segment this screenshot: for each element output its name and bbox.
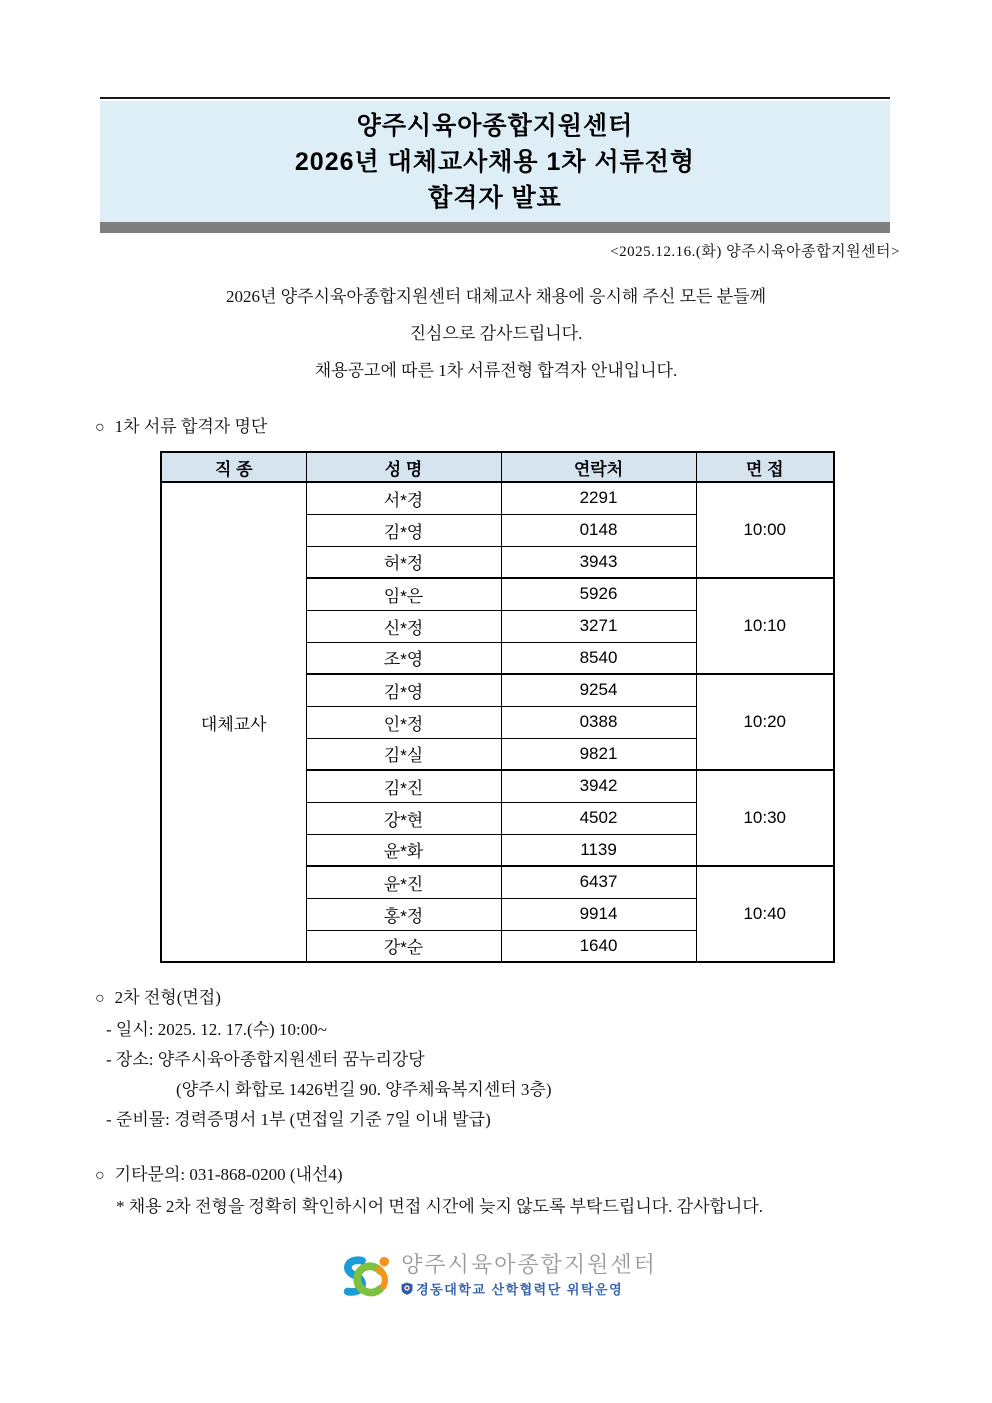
name-cell: 서*경 [306, 482, 501, 514]
interview-location: - 장소: 양주시육아종합지원센터 꿈누리강당 [106, 1050, 425, 1069]
circle-bullet-icon: ○ [95, 419, 105, 436]
section-interview-heading [95, 983, 221, 1008]
applicants-table [160, 451, 835, 963]
contact-cell: 4502 [501, 802, 696, 834]
contact-note: * 채용 2차 전형을 정확히 확인하시어 면접 시간에 늦지 않도록 부탁드립니다. 감사합니다. [116, 1197, 764, 1216]
contact-cell: 3943 [501, 546, 696, 578]
table-row [161, 482, 834, 514]
section-pass-list-title: 1차 서류 합격자 명단 [114, 417, 268, 436]
column-header-interview: 면 접 [696, 452, 834, 482]
announcement-date: <2025.12.16.(화) 양주시육아종합지원센터> [610, 244, 900, 260]
name-cell: 김*실 [306, 738, 501, 770]
contact-cell: 8540 [501, 642, 696, 674]
circle-bullet-icon: ○ [95, 1167, 105, 1184]
contact-cell: 5926 [501, 578, 696, 610]
column-header-job: 직 종 [161, 452, 306, 482]
name-cell: 신*정 [306, 610, 501, 642]
contact-cell: 0148 [501, 514, 696, 546]
interview-location-detail: (양주시 화합로 1426번길 90. 양주체육복지센터 3층) [176, 1080, 552, 1099]
circle-bullet-icon: ○ [95, 990, 105, 1007]
name-cell: 김*영 [306, 514, 501, 546]
interview-materials: - 준비물: 경력증명서 1부 (면접일 기준 7일 이내 발급) [106, 1110, 491, 1129]
title-line-2: 2026년 대체교사채용 1차 서류전형 [294, 148, 696, 176]
document-title-box [100, 101, 890, 222]
header-top-rule [100, 97, 890, 99]
footer-operator-text: 경동대학교 산학협력단 위탁운영 [416, 1282, 624, 1297]
interview-time-cell: 10:40 [696, 866, 834, 962]
contact-cell: 3271 [501, 610, 696, 642]
contact-cell: 1640 [501, 930, 696, 962]
intro-line-2: 진심으로 감사드립니다. [409, 324, 583, 343]
intro-paragraph [0, 278, 992, 389]
interview-time-cell: 10:30 [696, 770, 834, 866]
name-cell: 홍*정 [306, 898, 501, 930]
contact-cell: 6437 [501, 866, 696, 898]
name-cell: 윤*진 [306, 866, 501, 898]
name-cell: 인*정 [306, 706, 501, 738]
name-cell: 윤*화 [306, 834, 501, 866]
contact-cell: 9914 [501, 898, 696, 930]
interview-time-cell: 10:10 [696, 578, 834, 674]
footer-logo-text [401, 1252, 657, 1298]
header-bottom-bar [100, 222, 890, 233]
section-pass-list-heading [95, 412, 267, 437]
section-interview-title: 2차 전형(면접) [114, 988, 221, 1007]
name-cell: 임*은 [306, 578, 501, 610]
interview-time-cell: 10:20 [696, 674, 834, 770]
section-contact-heading [95, 1160, 343, 1185]
footer-org-name: 양주시육아종합지원센터 [401, 1252, 657, 1277]
university-crest-icon [401, 1282, 413, 1295]
footer-operator-row [401, 1279, 657, 1298]
name-cell: 김*영 [306, 674, 501, 706]
contact-cell: 1139 [501, 834, 696, 866]
contact-cell: 2291 [501, 482, 696, 514]
column-header-contact: 연락처 [501, 452, 696, 482]
interview-datetime: - 일시: 2025. 12. 17.(수) 10:00~ [106, 1020, 327, 1039]
name-cell: 강*현 [306, 802, 501, 834]
interview-time-cell: 10:00 [696, 482, 834, 578]
name-cell: 조*영 [306, 642, 501, 674]
name-cell: 허*정 [306, 546, 501, 578]
footer-logo-block [0, 1252, 992, 1306]
title-line-1: 양주시육아종합지원센터 [356, 112, 634, 140]
intro-line-3: 채용공고에 따른 1차 서류전형 합격자 안내입니다. [314, 361, 678, 380]
contact-cell: 9821 [501, 738, 696, 770]
pass-list-table-wrap [160, 451, 835, 963]
intro-line-1: 2026년 양주시육아종합지원센터 대체교사 채용에 응시해 주신 모든 분들께 [226, 287, 766, 306]
contact-cell: 3942 [501, 770, 696, 802]
column-header-name: 성 명 [306, 452, 501, 482]
title-line-3: 합격자 발표 [428, 184, 562, 212]
contact-cell: 9254 [501, 674, 696, 706]
section-contact-title: 기타문의: 031-868-0200 (내선4) [114, 1165, 343, 1184]
contact-cell: 0388 [501, 706, 696, 738]
center-logo-icon [335, 1252, 393, 1306]
name-cell: 김*진 [306, 770, 501, 802]
name-cell: 강*순 [306, 930, 501, 962]
job-category-cell: 대체교사 [161, 482, 306, 962]
table-header-row [161, 452, 834, 482]
